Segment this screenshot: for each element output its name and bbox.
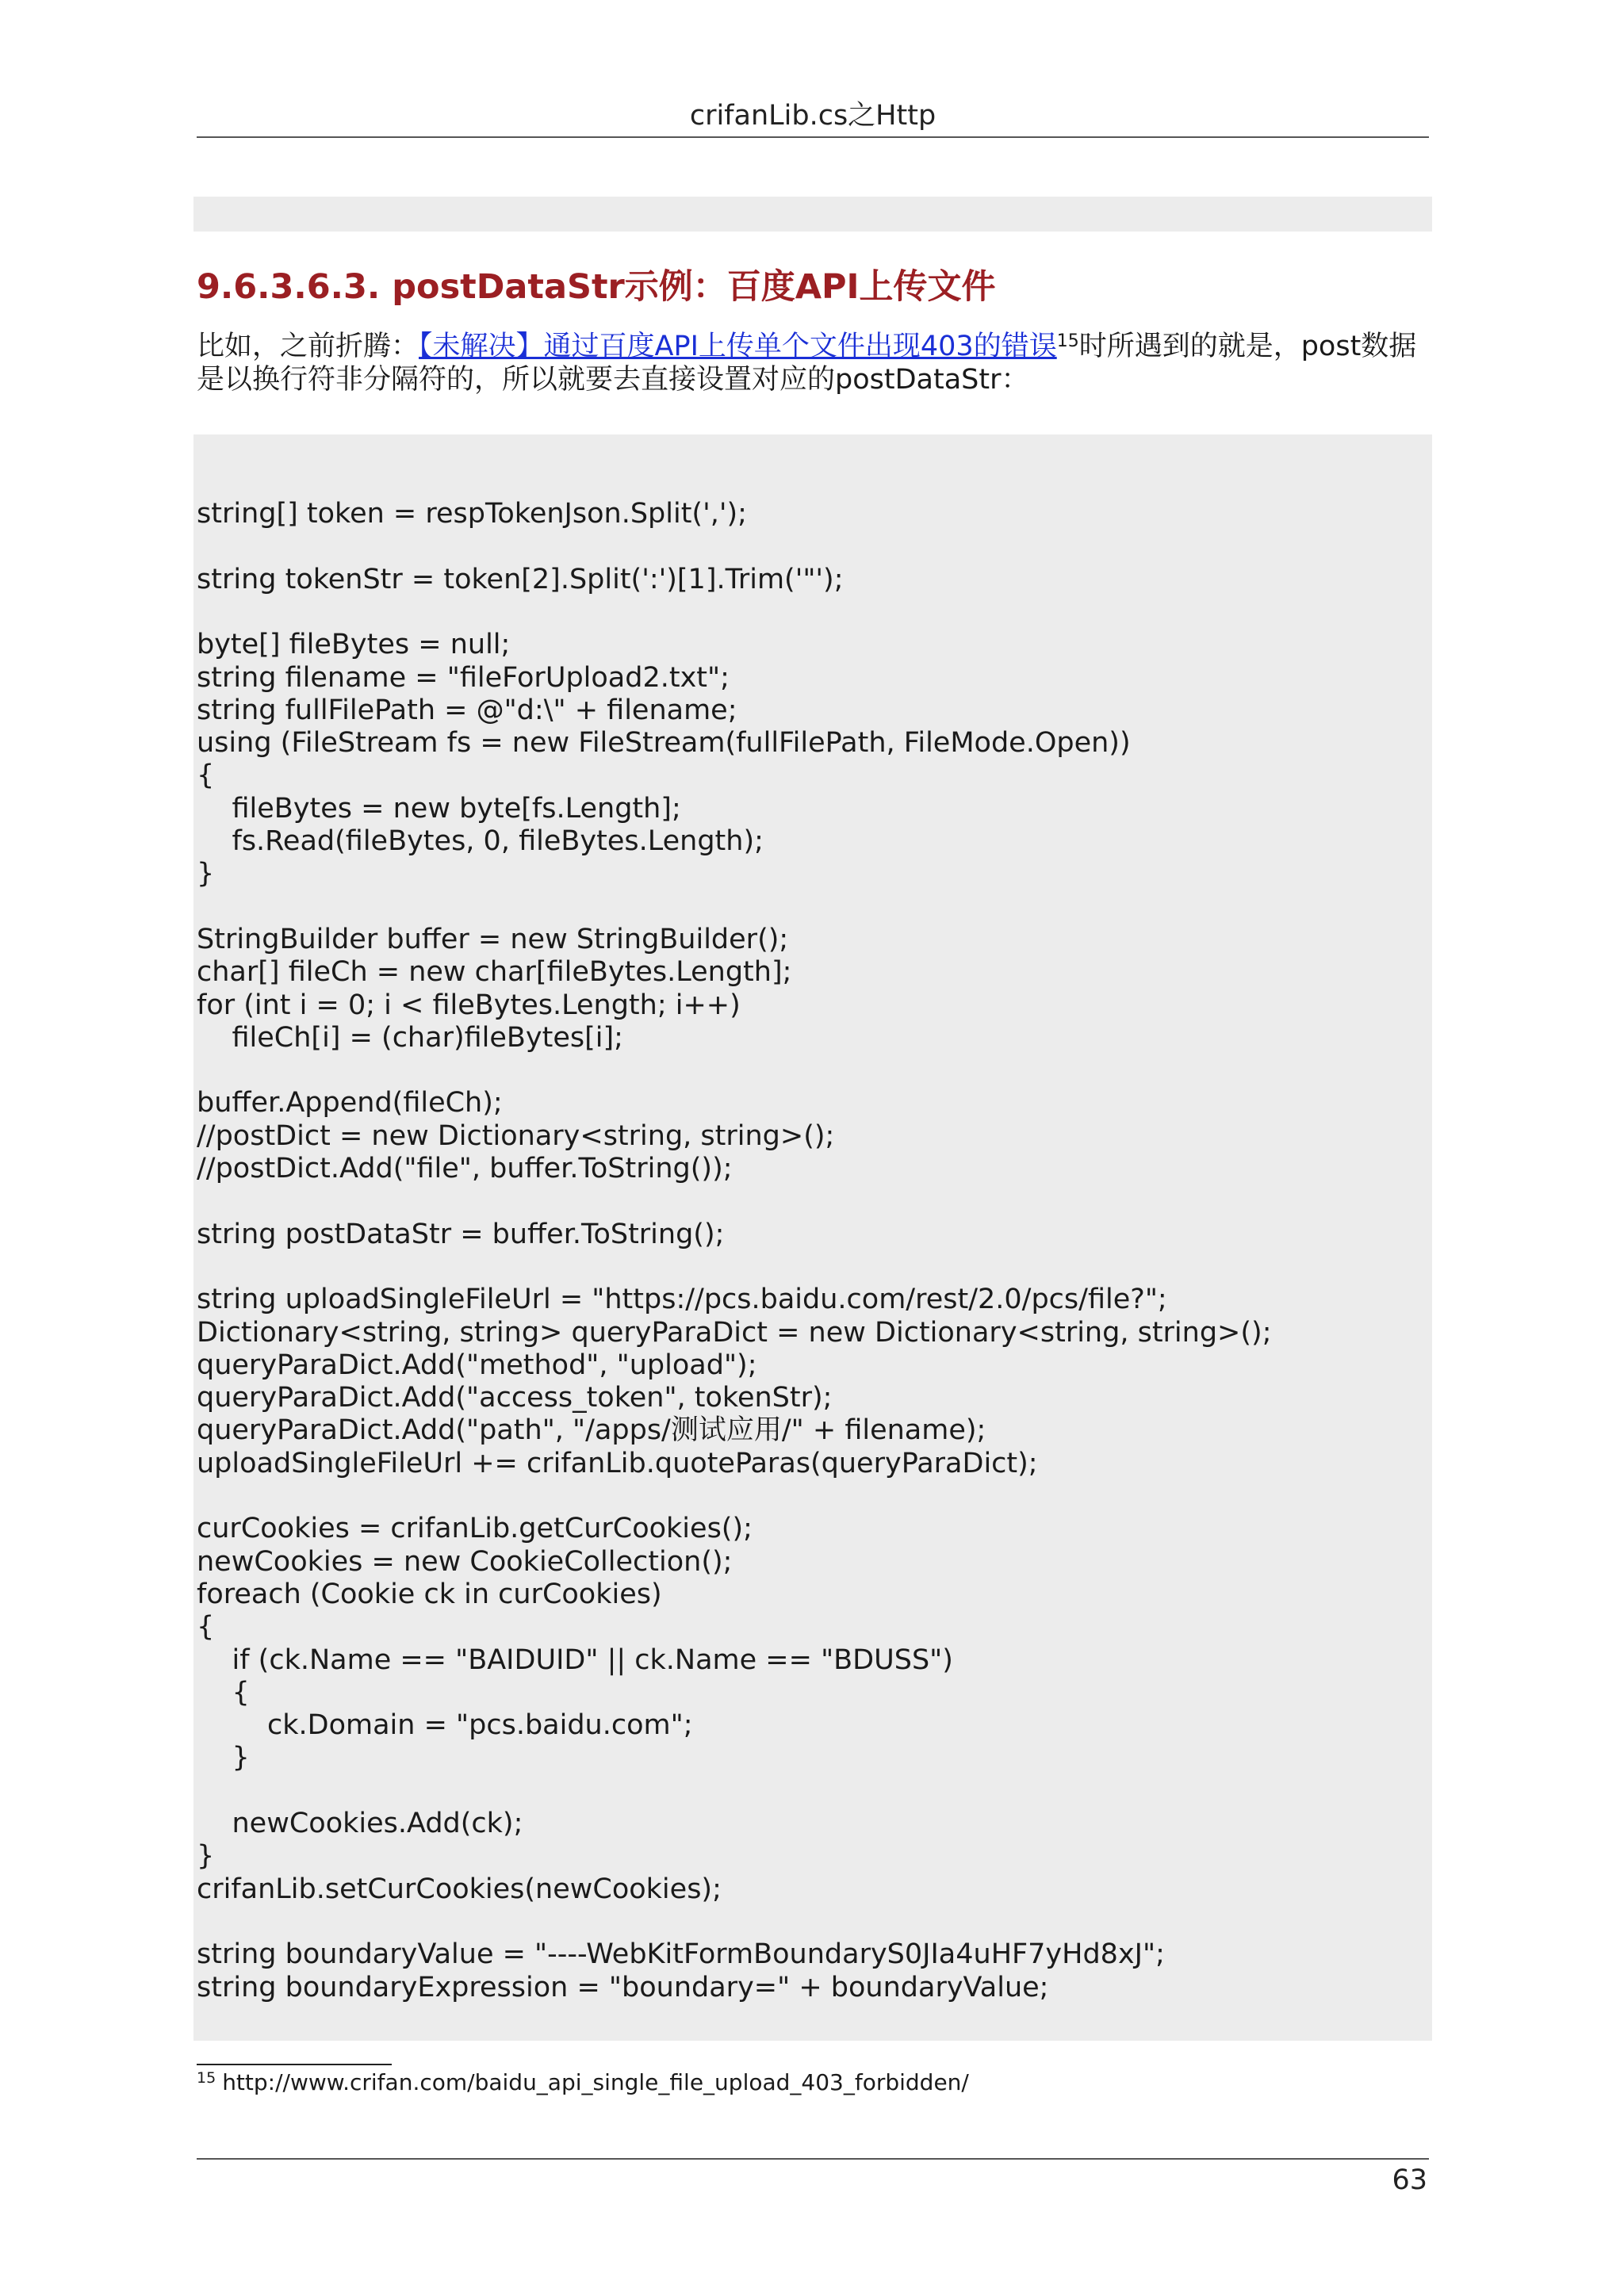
code-line: } xyxy=(197,1742,250,1774)
code-line: { xyxy=(197,1676,250,1709)
code-line: string filename = "fileForUpload2.txt"; xyxy=(197,661,730,694)
code-line: using (FileStream fs = new FileStream(fullFilePath, FileMode.Open)) xyxy=(197,727,1131,760)
code-line: newCookies = new CookieCollection(); xyxy=(197,1545,733,1578)
code-line: curCookies = crifanLib.getCurCookies(); xyxy=(197,1513,753,1545)
intro-paragraph xyxy=(197,330,1434,396)
running-header: crifanLib.cs之Http xyxy=(689,100,936,132)
code-line: { xyxy=(197,760,215,792)
code-line: fileBytes = new byte[fs.Length]; xyxy=(197,792,681,825)
intro-prefix: 比如，之前折腾： xyxy=(197,331,419,362)
intro-suffix: 时所遇到的就是，post数据 xyxy=(1078,331,1417,362)
footnote-reference[interactable]: 15 xyxy=(1056,331,1079,351)
code-line: } xyxy=(197,1840,215,1873)
footnote-number: 15 xyxy=(197,2069,216,2087)
intro-line-1 xyxy=(197,330,1434,363)
code-line: string fullFilePath = @"d:\" + filename; xyxy=(197,694,737,726)
code-line: foreach (Cookie ck in curCookies) xyxy=(197,1578,662,1610)
code-line: queryParaDict.Add("path", "/apps/测试应用/" + filename); xyxy=(197,1414,986,1447)
code-line: queryParaDict.Add("access_token", tokenStr); xyxy=(197,1382,833,1414)
code-line: newCookies.Add(ck); xyxy=(197,1808,523,1839)
code-line: Dictionary<string, string> queryParaDict = new Dictionary<string, string>(); xyxy=(197,1316,1272,1349)
code-line: ck.Domain = "pcs.baidu.com"; xyxy=(197,1709,693,1742)
footnote-divider xyxy=(197,2064,392,2065)
code-line: char[] fileCh = new char[fileBytes.Length]; xyxy=(197,956,792,989)
code-line: fs.Read(fileBytes, 0, fileBytes.Length); xyxy=(197,825,764,857)
code-line: string boundaryExpression = "boundary=" + boundaryValue; xyxy=(197,1971,1049,2003)
code-line: byte[] fileBytes = null; xyxy=(197,629,511,661)
code-line: if (ck.Name == "BAIDUID" || ck.Name == "BDUSS") xyxy=(197,1644,953,1676)
article-link[interactable]: 【未解决】通过百度API上传单个文件出现403的错误 xyxy=(419,331,1057,362)
code-line: //postDict = new Dictionary<string, string>(); xyxy=(197,1119,835,1152)
code-line: crifanLib.setCurCookies(newCookies); xyxy=(197,1873,722,1905)
code-line: fileCh[i] = (char)fileBytes[i]; xyxy=(197,1021,623,1054)
code-line: queryParaDict.Add("method", "upload"); xyxy=(197,1349,757,1381)
code-line: string boundaryValue = "----WebKitFormBoundaryS0JIa4uHF7yHd8xJ"; xyxy=(197,1938,1165,1971)
code-line: { xyxy=(197,1611,215,1644)
code-line: uploadSingleFileUrl += crifanLib.quoteParas(queryParaDict); xyxy=(197,1447,1038,1479)
footnote xyxy=(197,2069,969,2095)
code-line: buffer.Append(fileCh); xyxy=(197,1087,503,1119)
code-line: string[] token = respTokenJson.Split(','); xyxy=(197,498,747,530)
code-line: for (int i = 0; i < fileBytes.Length; i++) xyxy=(197,989,741,1021)
previous-code-block-end xyxy=(193,197,1432,232)
code-line: StringBuilder buffer = new StringBuilder(); xyxy=(197,923,789,955)
code-line: string tokenStr = token[2].Split(':')[1].Trim('"'); xyxy=(197,563,844,595)
code-line: string uploadSingleFileUrl = "https://pcs.baidu.com/rest/2.0/pcs/file?"; xyxy=(197,1284,1167,1316)
footer-divider xyxy=(197,2158,1429,2160)
header-divider xyxy=(197,136,1429,138)
section-heading: 9.6.3.6.3. postDataStr示例：百度API上传文件 xyxy=(197,267,996,307)
code-line: string postDataStr = buffer.ToString(); xyxy=(197,1218,725,1250)
page-number: 63 xyxy=(1392,2164,1427,2196)
code-line: //postDict.Add("file", buffer.ToString()); xyxy=(197,1153,733,1184)
intro-line-2: 是以换行符非分隔符的，所以就要去直接设置对应的postDataStr： xyxy=(197,364,1029,396)
footnote-url[interactable]: http://www.crifan.com/baidu_api_single_file_upload_403_forbidden/ xyxy=(222,2069,969,2095)
code-line: } xyxy=(197,858,215,890)
